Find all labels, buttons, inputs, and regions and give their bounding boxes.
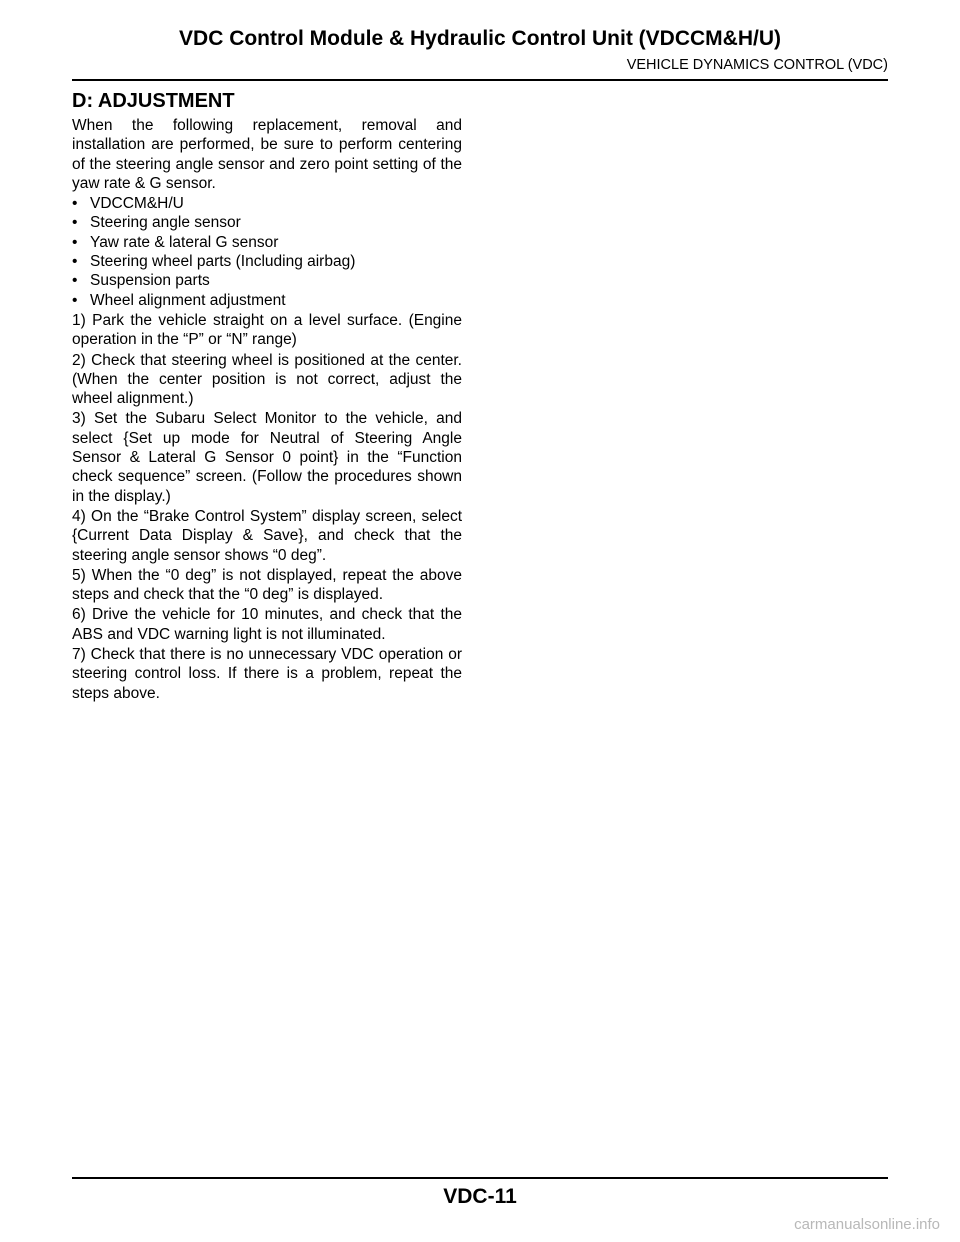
procedure-step: 6) Drive the vehicle for 10 minutes, and check that the ABS and VDC warning light is not illuminated. [72,606,462,643]
list-item [72,271,462,290]
list-item-text: Yaw rate & lateral G sensor [90,233,279,251]
bullet-icon: • [72,272,78,290]
section-heading: D: ADJUSTMENT [72,90,235,112]
adjustment-section [72,88,462,704]
list-item [72,194,462,213]
bullet-icon: • [72,233,78,251]
page-header-title: VDC Control Module & Hydraulic Control Unit (VDCCM&H/U) [179,27,781,50]
footer-divider [72,1177,888,1179]
header-divider [72,79,888,81]
intro-paragraph: When the following replacement, removal and installation are performed, be sure to perform centering of the steering angle sensor and zero point setting of the yaw rate & G sensor. [72,117,462,192]
list-item [72,252,462,271]
procedure-step: 5) When the “0 deg” is not displayed, repeat the above steps and check that the “0 deg” is displayed. [72,566,462,604]
list-item-text: Steering angle sensor [90,214,241,232]
list-item [72,213,462,232]
bullet-icon: • [72,214,78,232]
list-item-text: Wheel alignment adjustment [90,291,286,309]
list-item-text: VDCCM&H/U [90,195,184,213]
bullet-icon: • [72,291,78,309]
page-header-subtitle: VEHICLE DYNAMICS CONTROL (VDC) [626,57,888,73]
list-item-text: Steering wheel parts (Including airbag) [90,253,356,271]
list-item [72,233,462,252]
procedure-step: 1) Park the vehicle straight on a level surface. (Engine operation in the “P” or “N” range) [72,311,462,349]
procedure-steps [72,311,462,703]
list-item [72,291,462,310]
procedure-step: 4) On the “Brake Control System” display screen, select {Current Data Display & Save}, and check that the steering angle sensor shows “0 deg”. [72,507,462,564]
bullet-icon: • [72,253,78,271]
procedure-step: 2) Check that steering wheel is positioned at the center. (When the center position is not correct, adjust the wheel alignment.) [72,351,462,408]
component-list [72,194,462,310]
page-number: VDC-11 [443,1185,517,1208]
watermark: carmanualsonline.info [794,1216,940,1233]
procedure-step: 7) Check that there is no unnecessary VDC operation or steering control loss. If there is a problem, repeat the steps above. [72,646,462,702]
bullet-icon: • [72,195,78,213]
list-item-text: Suspension parts [90,272,210,290]
procedure-step: 3) Set the Subaru Select Monitor to the vehicle, and select {Set up mode for Neutral of Steering Angle Sensor & Lateral G Sensor 0 point} in the “Function check sequence” screen. (Follow the procedures shown in the display.) [72,410,462,505]
